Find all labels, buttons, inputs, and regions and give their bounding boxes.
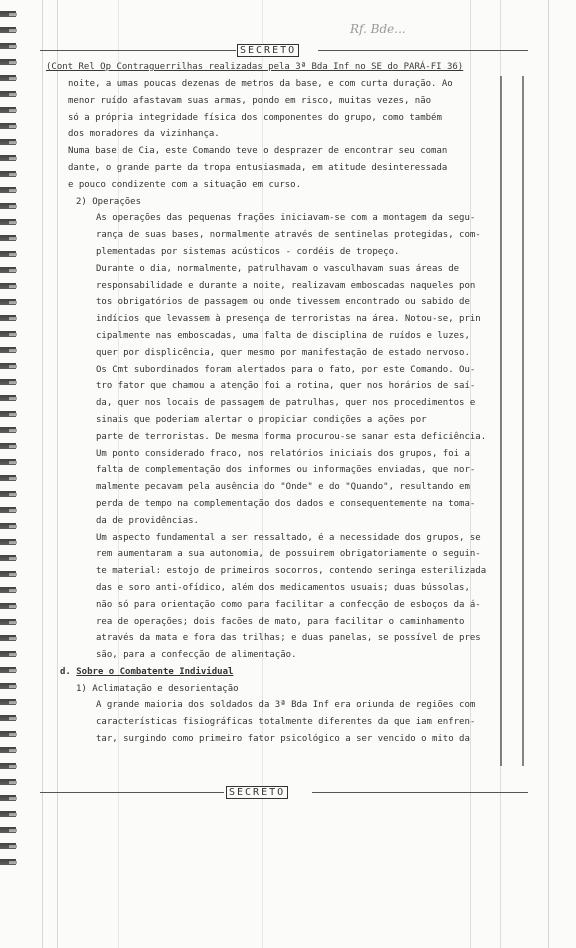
text-line: perda de tempo na complementação dos dados e consequentemente na toma- — [96, 498, 476, 509]
text-line: Um aspecto fundamental a ser ressaltado, é a necessidade dos grupos, se — [96, 532, 481, 543]
top-rule-right — [318, 50, 528, 51]
text-line: tos obrigatórios de passagem ou onde tivessem encontrado ou sabido de — [96, 297, 470, 308]
bottom-rule-left — [40, 792, 224, 793]
text-line: indícios que levassem à presença de terroristas na área. Notou-se, prin — [96, 314, 481, 325]
scan-artifact-line — [57, 0, 58, 948]
text-line: tar, surgindo como primeiro fator psicológico a ser vencido o mito da — [96, 734, 470, 745]
section-d-heading — [60, 664, 526, 681]
text-line: Os Cmt subordinados foram alertados para o fato, por este Comando. Ou- — [96, 364, 476, 375]
text-line: Um ponto considerado fraco, nos relatórios iniciais dos grupos, foi a — [96, 448, 470, 459]
item-1-title: 1) Aclimatação e desorientação — [76, 683, 239, 694]
item-2-title: 2) Operações — [76, 196, 142, 207]
text-line: e pouco condizente com a situação em curso. — [68, 179, 301, 190]
section-d-letter: d. — [60, 666, 71, 677]
text-line: plementadas por sistemas acústicos - cordéis de tropeço. — [96, 246, 400, 257]
text-line: te material: estojo de primeiros socorros, contendo seringa esterilizada — [96, 566, 487, 577]
text-line: rança de suas bases, normalmente através de sentinelas protegidas, com- — [96, 230, 481, 241]
document-header: (Cont Rel Op Contraguerrilhas realizadas pela 3ª Bda Inf no SE do PARÁ-FI 36) — [46, 62, 464, 72]
spiral-binding — [0, 8, 16, 868]
text-line: só a própria integridade física dos componentes do grupo, como também — [68, 112, 442, 123]
text-line: responsabilidade e durante a noite, realizavam emboscadas naqueles pon — [96, 280, 476, 291]
classification-marking-top: SECRETO — [237, 44, 299, 57]
text-line: sinais que poderiam alertar o propiciar condições a ações por — [96, 414, 427, 425]
text-line: características fisiográficas totalmente diferentes da que iam enfren- — [96, 717, 476, 728]
text-line: não só para orientação como para facilitar a confecção de esboços da á- — [96, 599, 481, 610]
text-line: As operações das pequenas frações iniciavam-se com a montagem da segu- — [96, 213, 476, 224]
classification-marking-bottom: SECRETO — [226, 786, 288, 799]
pencil-annotation: Rf. Bde... — [350, 22, 406, 36]
text-line: quer por displicência, quer mesmo por manifestação de estado nervoso. — [96, 347, 470, 358]
text-line: rem aumentaram a sua autonomia, de possuirem obrigatoriamente o seguin- — [96, 549, 481, 560]
section-d-title: Sobre o Combatente Individual — [76, 666, 234, 677]
text-line: da, quer nos locais de passagem de patrulhas, quer nos procedimentos e — [96, 398, 476, 409]
top-rule-left — [40, 50, 236, 51]
text-line: Durante o dia, normalmente, patrulhavam o vasculhavam suas áreas de — [96, 263, 460, 274]
text-line: rea de operações; dois facões de mato, para facilitar o caminhamento — [96, 616, 465, 627]
scan-artifact-line — [548, 0, 549, 948]
document-body — [60, 76, 526, 748]
text-line: malmente pecavam pela ausência do "Onde" e do "Quando", resultando em — [96, 482, 470, 493]
text-line: da de providências. — [96, 515, 199, 526]
text-line: tro fator que chamou a atenção foi a rotina, quer nos horários de saí- — [96, 381, 476, 392]
text-line: cipalmente nas emboscadas, uma falta de disciplina de ruídos e luzes, — [96, 330, 470, 341]
text-line: das e soro anti-ofídico, além dos medicamentos usuais; duas bússolas, — [96, 582, 470, 593]
text-line: dante, o grande parte da tropa entusiasmada, em atitude desinteressada — [68, 162, 448, 173]
text-line: através da mata e fora das trilhas; e duas panelas, se possível de pres — [96, 633, 481, 644]
text-line: Numa base de Cia, este Comando teve o desprazer de encontrar seu coman — [68, 146, 448, 157]
bottom-rule-right — [312, 792, 528, 793]
text-line: falta de complementação dos informes ou informações enviadas, que nor- — [96, 465, 476, 476]
text-line: são, para a confecção de alimentação. — [96, 650, 297, 661]
text-line: parte de terroristas. De mesma forma procurou-se sanar esta deficiência. — [96, 431, 487, 442]
text-line: dos moradores da vizinhança. — [68, 129, 220, 140]
text-line: noite, a umas poucas dezenas de metros da base, e com curta duração. Ao — [68, 79, 453, 89]
text-line: menor ruído afastavam suas armas, pondo em risco, muitas vezes, não — [68, 95, 432, 106]
scan-artifact-line — [42, 0, 43, 948]
text-line: A grande maioria dos soldados da 3ª Bda Inf era oriunda de regiões com — [96, 700, 476, 711]
